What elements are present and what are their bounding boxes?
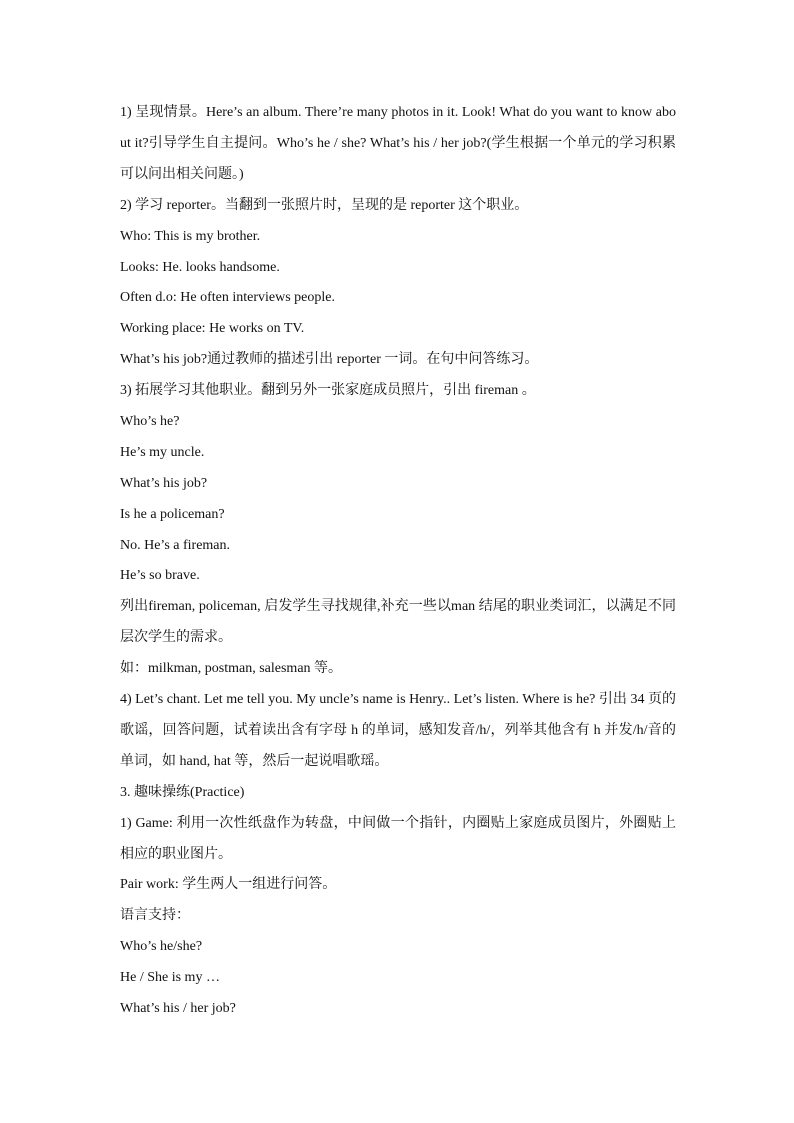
paragraph-chant: 4) Let’s chant. Let me tell you. My uncle’s name is Henry.. Let’s listen. Where is he? 引出 34 页的歌谣，回答问题，试着读出含有字母 h 的单词，感知发音/h/，列举其他含有 h 并发/h/音的单词，如 hand, hat 等，然后一起说唱歌瑶。 [120, 692, 676, 769]
line-working-place: Working place: He works on TV. [120, 321, 305, 337]
line-often-do: Often d.o: He often interviews people. [120, 290, 335, 306]
line-my-uncle: He’s my uncle. [120, 444, 205, 460]
line-whats-his-job-2: What’s his job? [120, 475, 208, 491]
line-examples: 如：milkman, postman, salesman 等。 [120, 661, 343, 677]
paragraph-list-jobs: 列出fireman, policeman, 启发学生寻找规律,补充一些以man 结尾的职业类词汇，以满足不同层次学生的需求。 [120, 599, 676, 646]
line-whats-his-job: What’s his job?通过教师的描述引出 reporter 一词。在句中问答练习。 [120, 352, 539, 368]
line-learn-reporter: 2) 学习 reporter。当翻到一张照片时，呈现的是 reporter 这个职业。 [120, 197, 529, 213]
line-is-he-policeman: Is he a policeman? [120, 506, 225, 522]
line-whos-he-she: Who’s he/she? [120, 939, 203, 955]
line-whos-he: Who’s he? [120, 413, 180, 429]
line-so-brave: He’s so brave. [120, 568, 200, 584]
document-body [120, 98, 676, 1025]
section-heading-practice: 3. 趣味操练(Practice) [120, 784, 245, 800]
line-looks: Looks: He. looks handsome. [120, 259, 280, 275]
line-extend-jobs: 3) 拓展学习其他职业。翻到另外一张家庭成员照片，引出 fireman 。 [120, 383, 536, 399]
line-he-she-is-my: He / She is my … [120, 970, 220, 986]
line-hes-fireman: No. He’s a fireman. [120, 537, 231, 553]
line-pair-work: Pair work: 学生两人一组进行问答。 [120, 877, 337, 893]
paragraph-game: 1) Game: 利用一次性纸盘作为转盘，中间做一个指针，内圈贴上家庭成员图片，外圈贴上相应的职业图片。 [120, 815, 676, 862]
line-whats-his-her-job: What’s his / her job? [120, 1000, 236, 1016]
paragraph-situation: 1) 呈现情景。Here’s an album. There’re many photos in it. Look! What do you want to know about it?引导学生自主提问。Who’s he / she? What’s his / her job?(学生根据一个单元的学习积累可以问出相关问题。) [120, 105, 676, 182]
line-who: Who: This is my brother. [120, 228, 261, 244]
line-language-support: 语言支持： [120, 908, 190, 924]
